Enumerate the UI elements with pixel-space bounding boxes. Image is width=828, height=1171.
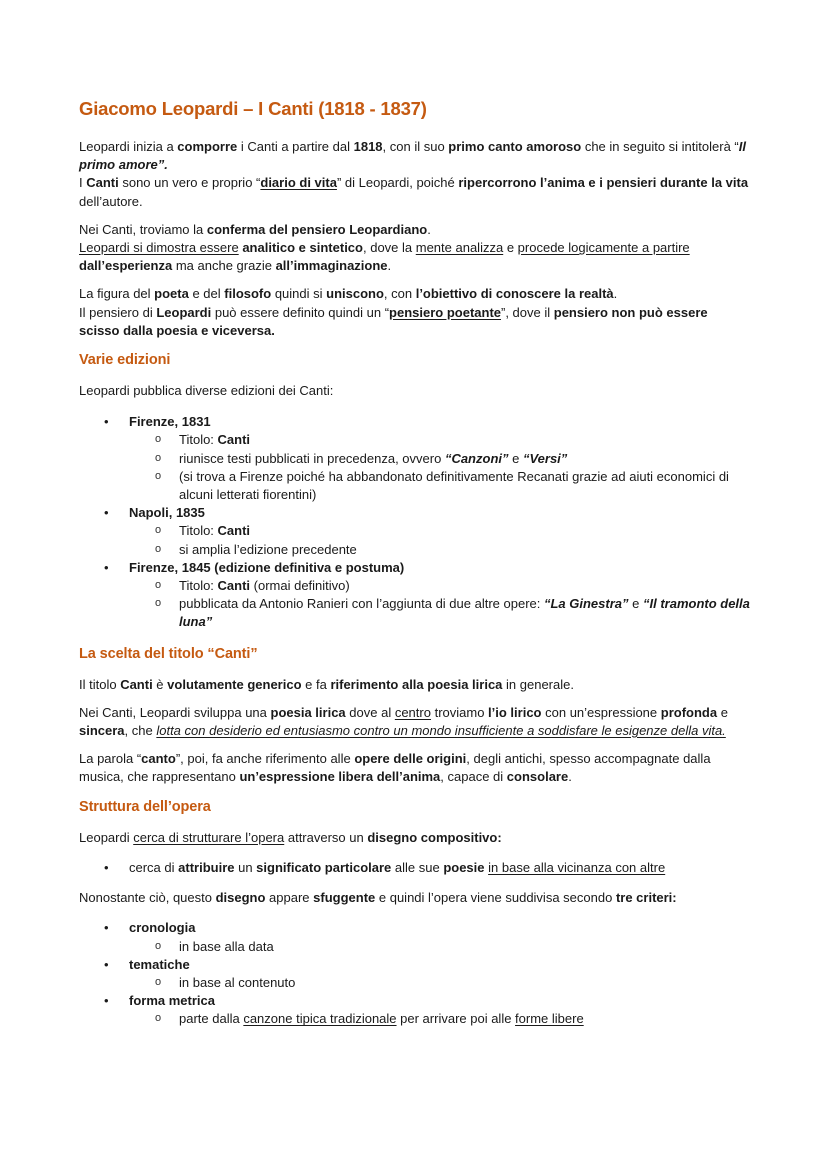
section-heading-title-choice: La scelta del titolo “Canti” xyxy=(79,645,258,662)
document-page xyxy=(79,98,751,1029)
title-choice-paragraph-1: Il titolo Canti è volutamente generico e fa riferimento alla poesia lirica in generale. xyxy=(79,676,574,692)
intro-paragraph-1: Leopardi inizia a comporre i Canti a partire dal 1818, con il suo primo canto amoroso che in seguito si intitolerà “Il primo amore”. I Canti sono un vero e proprio “diario di vita” di Leopardi, poiché ripercorrono l’anima e i pensieri durante la vita dell’autore. xyxy=(79,139,749,209)
criteria-item: • tematiche o in base al contenuto xyxy=(79,956,751,992)
page-title: Giacomo Leopardi – I Canti (1818 - 1837) xyxy=(79,98,427,119)
criteria-detail: o parte dalla canzone tipica tradizionale per arrivare poi alle forme libere xyxy=(129,1010,751,1028)
edition-item: • Firenze, 1845 (edizione definitiva e postuma) o Titolo: Canti (ormai definitivo) o pubblicata da Antonio Ranieri con l’aggiunta di due altre opere: “La Ginestra” e “Il tramonto della luna” xyxy=(79,559,751,632)
intro-paragraph-2: Nei Canti, troviamo la conferma del pensiero Leopardiano. Leopardi si dimostra essere analitico e sintetico, dove la mente analizza e procede logicamente a partire dall’esperienza ma anche grazie all’immaginazione. xyxy=(79,221,690,274)
structure-bullet: • cerca di attribuire un significato particolare alle sue poesie in base alla vicinanza con altre xyxy=(79,859,751,877)
edition-list-1835 xyxy=(79,504,751,559)
title-choice-paragraph-2: Nei Canti, Leopardi sviluppa una poesia lirica dove al centro troviamo l’io lirico con un’espressione profonda e sincera, che lotta con desiderio ed entusiasmo contro un mondo insufficiente a soddisfare le esigenze della vita. xyxy=(79,704,728,739)
structure-paragraph-2: Nonostante ciò, questo disegno appare sfuggente e quindi l’opera viene suddivisa secondo tre criteri: xyxy=(79,890,677,906)
edition-detail: o pubblicata da Antonio Ranieri con l’aggiunta di due altre opere: “La Ginestra” e “Il tramonto della luna” xyxy=(129,595,751,631)
criteria-detail: o in base alla data xyxy=(129,938,751,956)
section-heading-structure: Struttura dell’opera xyxy=(79,798,211,815)
edition-list-1831 xyxy=(79,413,751,504)
structure-bullet-list xyxy=(79,859,751,877)
structure-paragraph-1: Leopardi cerca di strutturare l’opera attraverso un disegno compositivo: xyxy=(79,829,502,845)
edition-item: • Napoli, 1835 o Titolo: Canti o si amplia l’edizione precedente xyxy=(79,504,751,559)
section-heading-editions: Varie edizioni xyxy=(79,352,171,369)
edition-item: • Firenze, 1831 o Titolo: Canti o riunisce testi pubblicati in precedenza, ovvero “Canzoni” e “Versi” o (si trova a Firenze poiché ha abbandonato definitivamente Recanati grazie ad aiuti economici di alcuni letterati fiorentini) xyxy=(79,413,751,504)
criteria-list xyxy=(79,919,751,1028)
criteria-detail: o in base al contenuto xyxy=(129,974,751,992)
criteria-item: • forma metrica o parte dalla canzone tipica tradizionale per arrivare poi alle forme libere xyxy=(79,992,751,1028)
criteria-item: • cronologia o in base alla data xyxy=(79,919,751,955)
edition-detail: o (si trova a Firenze poiché ha abbandonato definitivamente Recanati grazie ad aiuti economici di alcuni letterati fiorentini) xyxy=(129,468,751,504)
edition-list-1845 xyxy=(79,559,751,632)
edition-detail: o Titolo: Canti (ormai definitivo) xyxy=(129,577,751,595)
title-choice-paragraph-3: La parola “canto”, poi, fa anche riferimento alle opere delle origini, degli antichi, spesso accompagnate dalla musica, che rappresentano un’espressione libera dell’anima, capace di consolare. xyxy=(79,751,711,785)
edition-detail: o si amplia l’edizione precedente xyxy=(129,541,751,559)
editions-lead: Leopardi pubblica diverse edizioni dei Canti: xyxy=(79,383,334,399)
edition-detail: o Titolo: Canti xyxy=(129,522,751,540)
edition-detail: o Titolo: Canti xyxy=(129,431,751,449)
intro-paragraph-3: La figura del poeta e del filosofo quindi si uniscono, con l’obiettivo di conoscere la realtà. Il pensiero di Leopardi può essere definito quindi un “pensiero poetante”, dove il pensiero non può essere scisso dalla poesia e viceversa. xyxy=(79,286,708,338)
edition-detail: o riunisce testi pubblicati in precedenza, ovvero “Canzoni” e “Versi” xyxy=(129,450,751,468)
